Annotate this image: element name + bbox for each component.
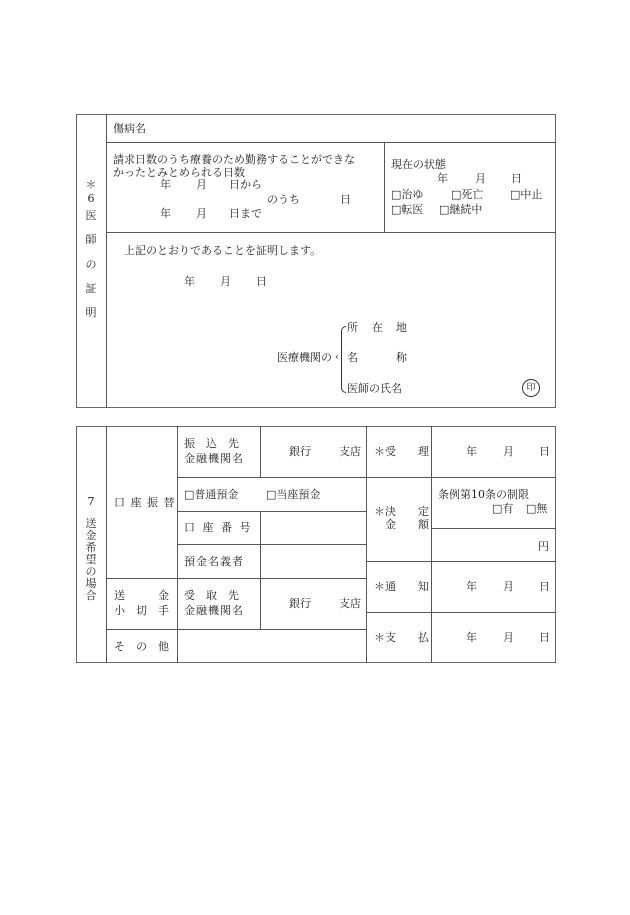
notice-label: ＊通 知	[374, 580, 429, 593]
divider	[106, 232, 556, 233]
section-number: 6	[87, 192, 95, 205]
address-label-char: 所	[347, 321, 358, 334]
institution-name-field[interactable]	[420, 348, 545, 366]
section-number: 7	[87, 495, 95, 508]
disease-name-field[interactable]	[160, 116, 550, 140]
certify-day[interactable]: 日	[256, 275, 267, 288]
divider	[177, 511, 366, 512]
divider	[384, 142, 385, 232]
transfer-branch-field[interactable]: 支店	[339, 445, 361, 458]
side-char: の	[85, 565, 97, 578]
side-char: 医	[85, 209, 97, 222]
decision-amount-label-2: 金 額	[385, 518, 429, 531]
disease-name-label: 傷病名	[113, 122, 146, 135]
certify-statement: 上記のとおりであることを証明します。	[124, 244, 322, 257]
checkbox-limit-no[interactable]: □無	[526, 502, 548, 515]
divider	[431, 528, 556, 529]
divider	[177, 544, 366, 545]
divider	[431, 426, 432, 663]
divider	[260, 426, 261, 477]
side-char: 金	[85, 529, 97, 542]
side-char: 送	[85, 517, 97, 530]
account-holder-label: 預金名義者	[184, 555, 244, 568]
name-label-char: 称	[396, 351, 407, 364]
doctor-name-label: 医師の氏名	[347, 382, 402, 395]
account-number-field[interactable]	[262, 513, 364, 543]
receipt-label: ＊受 理	[374, 445, 429, 458]
from-year-label[interactable]: 年	[160, 178, 171, 191]
receipt-month[interactable]: 月	[503, 445, 514, 458]
seal-icon: 印	[522, 379, 540, 397]
side-char: 合	[85, 589, 97, 602]
side-char: 希	[85, 541, 97, 554]
divider	[106, 142, 556, 143]
receive-bank-label-2: 金融機関名	[184, 604, 244, 617]
payment-label: ＊支 払	[374, 631, 429, 644]
divider	[106, 426, 107, 663]
divider	[366, 426, 367, 663]
days-text-line2: かったとみとめられる日数	[113, 166, 245, 179]
transfer-bank-label-1: 振 込 先	[184, 437, 239, 450]
asterisk-mark: ＊	[85, 178, 97, 191]
divider	[106, 578, 366, 579]
checkbox-deceased[interactable]: □死亡	[451, 188, 484, 201]
from-month-label[interactable]: 月	[196, 178, 207, 191]
brace-icon	[341, 326, 346, 393]
remittance-check-label-1: 送 金	[114, 589, 169, 602]
account-transfer-label: 口 座 振 替	[114, 496, 176, 509]
notice-month[interactable]: 月	[503, 580, 514, 593]
transfer-bank-label-2: 金融機関名	[184, 452, 244, 465]
receive-bank-field[interactable]: 銀行	[289, 597, 311, 610]
institution-label: 医療機関の	[277, 351, 332, 364]
divider	[106, 114, 107, 408]
of-which-label: のうち	[267, 193, 300, 206]
receive-branch-field[interactable]: 支店	[339, 597, 361, 610]
side-char: の	[85, 258, 97, 271]
name-label-char: 名	[347, 351, 358, 364]
brace-point-icon: ‹	[335, 352, 339, 363]
ordinance-limit-title: 条例第10条の制限	[438, 488, 529, 501]
address-field[interactable]	[420, 318, 545, 336]
notice-year[interactable]: 年	[466, 580, 477, 593]
decision-amount-label-1: ＊決 定	[374, 505, 429, 518]
divider	[106, 629, 366, 630]
status-month[interactable]: 月	[475, 172, 486, 185]
amount-yen-field[interactable]: 円	[538, 540, 549, 553]
to-month-label[interactable]: 月	[196, 207, 207, 220]
side-char: 明	[85, 306, 97, 319]
side-char: 師	[85, 233, 97, 246]
account-number-label: 口 座 番 号	[184, 521, 253, 534]
payment-month[interactable]: 月	[503, 631, 514, 644]
receipt-year[interactable]: 年	[466, 445, 477, 458]
side-char: 証	[85, 282, 97, 295]
certify-year[interactable]: 年	[184, 275, 195, 288]
to-day-label[interactable]: 日まで	[229, 207, 262, 220]
other-field[interactable]	[179, 631, 365, 661]
doctor-name-field[interactable]	[420, 379, 515, 397]
divider	[177, 477, 366, 478]
checkbox-limit-yes[interactable]: □有	[492, 502, 514, 515]
certify-month[interactable]: 月	[220, 275, 231, 288]
payment-day[interactable]: 日	[539, 631, 550, 644]
to-year-label[interactable]: 年	[160, 207, 171, 220]
address-label-char: 在	[372, 321, 383, 334]
side-char: 場	[85, 577, 97, 590]
remittance-check-label-2: 小 切 手	[114, 604, 169, 617]
payment-year[interactable]: 年	[466, 631, 477, 644]
days-text-line1: 請求日数のうち療養のため勤務することができな	[113, 153, 355, 166]
checkbox-transferred[interactable]: □転医	[391, 203, 424, 216]
checkbox-cured[interactable]: □治ゆ	[391, 188, 424, 201]
other-label: そ の 他	[114, 640, 169, 653]
status-title: 現在の状態	[391, 158, 446, 171]
checkbox-discontinued[interactable]: □中止	[510, 188, 543, 201]
checkbox-ordinary-deposit[interactable]: □普通預金	[184, 488, 239, 501]
account-holder-field[interactable]	[262, 546, 364, 577]
divider	[260, 578, 261, 629]
address-label-char: 地	[396, 321, 407, 334]
transfer-bank-field[interactable]: 銀行	[289, 445, 311, 458]
status-day[interactable]: 日	[511, 172, 522, 185]
status-year[interactable]: 年	[437, 172, 448, 185]
receipt-day[interactable]: 日	[539, 445, 550, 458]
from-day-label[interactable]: 日から	[229, 178, 262, 191]
checkbox-continuing[interactable]: □継続中	[439, 203, 483, 216]
side-char: 望	[85, 553, 97, 566]
divider	[366, 612, 556, 613]
divider	[366, 561, 556, 562]
of-which-days-label[interactable]: 日	[340, 193, 351, 206]
divider	[366, 477, 556, 478]
receive-bank-label-1: 受 取 先	[184, 589, 239, 602]
notice-day[interactable]: 日	[539, 580, 550, 593]
checkbox-current-deposit[interactable]: □当座預金	[266, 488, 321, 501]
